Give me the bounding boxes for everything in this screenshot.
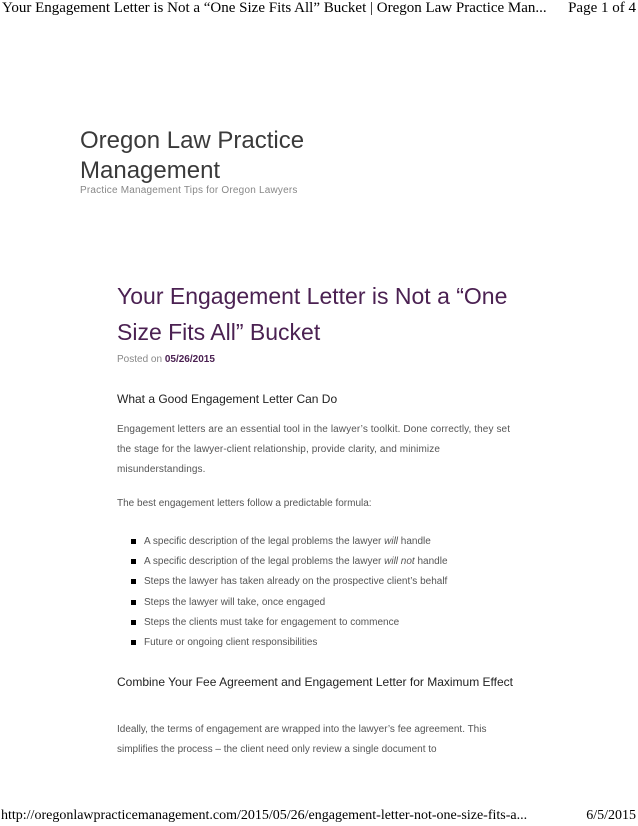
posted-on-label: Posted on [117, 354, 163, 365]
print-header-title: Your Engagement Letter is Not a “One Size Fits All” Bucket | Oregon Law Practice Man... [2, 0, 547, 16]
list-item: A specific description of the legal problems the lawyer will not handle [131, 552, 448, 572]
list-item: Steps the lawyer has taken already on the prospective client’s behalf [131, 572, 448, 592]
bullet-square-icon [131, 640, 136, 645]
bullet-square-icon [131, 539, 136, 544]
bullet-square-icon [131, 600, 136, 605]
site-tagline: Practice Management Tips for Oregon Lawyers [80, 185, 298, 196]
list-item: Steps the lawyer will take, once engaged [131, 593, 448, 613]
list-item: Future or ongoing client responsibilities [131, 633, 448, 653]
post-title: Your Engagement Letter is Not a “One Size Fits All” Bucket [117, 283, 508, 345]
list-item: A specific description of the legal problems the lawyer will handle [131, 532, 448, 552]
site-title[interactable]: Oregon Law Practice Management [80, 127, 305, 184]
bullet-square-icon [131, 559, 136, 564]
paragraph-engagement-letters: Engagement letters are an essential tool in the lawyer’s toolkit. Done correctly, they set the stage for the lawyer-client relationship, provide clarity, and minimize misunderstandings. [117, 424, 511, 475]
section-heading-combine-fee-agreement: Combine Your Fee Agreement and Engagement Letter for Maximum Effect [117, 675, 513, 689]
paragraph-terms-of-engagement: Ideally, the terms of engagement are wrapped into the lawyer’s fee agreement. This simplifies the process – the client need only review a single document to [117, 724, 487, 755]
post-date-link[interactable]: 05/26/2015 [164, 354, 215, 365]
list-item: Steps the clients must take for engagement to commence [131, 613, 448, 633]
formula-bullet-list [131, 532, 448, 653]
print-footer-url: http://oregonlawpracticemanagement.com/2015/05/26/engagement-letter-not-one-size-fits-a... [1, 808, 528, 823]
post-meta [117, 354, 215, 365]
bullet-square-icon [131, 579, 136, 584]
paragraph-best-letters: The best engagement letters follow a predictable formula: [117, 498, 372, 509]
print-footer [0, 808, 638, 826]
print-footer-date: 6/5/2015 [586, 808, 636, 823]
print-header-page-number: Page 1 of 4 [568, 0, 636, 16]
section-heading-what-a-good-letter: What a Good Engagement Letter Can Do [117, 392, 338, 406]
print-header [0, 0, 638, 22]
bullet-square-icon [131, 620, 136, 625]
